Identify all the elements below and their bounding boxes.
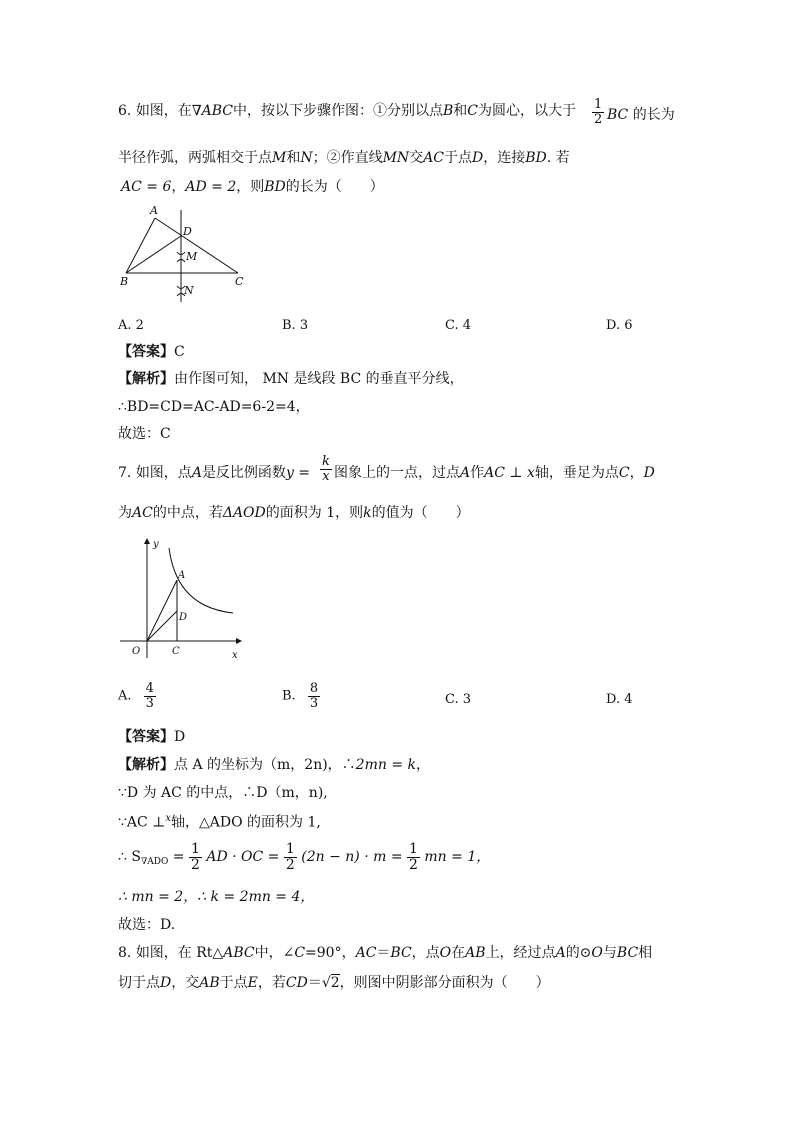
math: C — [618, 465, 630, 481]
numerator: 1 — [190, 841, 200, 857]
text: 的长为（ ） — [285, 179, 384, 195]
text: 与 — [602, 945, 617, 961]
denominator: 2 — [285, 856, 295, 873]
q6-choice-a[interactable]: A. 2 — [118, 318, 144, 333]
math: D — [160, 975, 172, 991]
numerator: k — [322, 454, 330, 469]
numerator: 8 — [309, 681, 319, 696]
denominator: 2 — [594, 111, 603, 127]
math: AC — [355, 945, 377, 961]
q7-analysis-2: ∵D 为 AC 的中点，∴D（m，n), — [118, 785, 328, 801]
text: 如图，在 — [135, 103, 192, 119]
math: ∇ABC — [191, 103, 233, 119]
text: 轴，△ADO 的面积为 1, — [171, 814, 321, 831]
text: 的长为 — [632, 107, 675, 123]
text: ， — [629, 465, 644, 481]
math: ΔAOD — [222, 505, 266, 521]
text: 切于点 — [118, 975, 160, 991]
math: AD · OC = — [206, 849, 280, 866]
q8-line1 — [118, 946, 652, 960]
text: 的值为（ ） — [371, 505, 470, 521]
choice-label: B. — [282, 688, 296, 704]
q6-analysis-3: 故选：C — [118, 426, 171, 442]
q7-choice-d[interactable]: D. 4 — [606, 692, 633, 707]
label-y: y — [153, 539, 159, 550]
math: D — [472, 150, 484, 166]
q7-line2 — [118, 506, 470, 520]
math: x — [165, 813, 171, 824]
segment-bd — [126, 236, 181, 273]
q7-k-over-x — [320, 455, 332, 483]
q6-line1 — [118, 104, 576, 118]
label-n: N — [184, 284, 194, 297]
text: 在 — [451, 945, 466, 961]
text: = — [172, 849, 185, 866]
label-x: x — [232, 650, 238, 661]
text: 上，经过点 — [485, 945, 556, 961]
text: 半径作弧，两弧相交于点 — [118, 150, 272, 166]
text: 点 A 的坐标为（m，2n)，∴ — [174, 757, 356, 773]
text: ，交 — [171, 975, 200, 991]
fraction-half — [284, 842, 297, 872]
math: AC ⊥ x — [484, 465, 535, 481]
math: ABC — [223, 945, 255, 961]
math: mn = 1， — [424, 849, 491, 866]
text: 的⊙ — [565, 945, 592, 961]
label-m: M — [186, 250, 198, 263]
q7-analysis-5: ∴ mn = 2，∴ k = 2mn = 4， — [118, 889, 315, 905]
math: CD — [285, 975, 308, 991]
math: A — [555, 945, 566, 961]
analysis-tag: 【解析】 — [118, 757, 174, 773]
choice-fraction — [144, 682, 156, 710]
numerator: 1 — [409, 841, 418, 857]
math: C — [467, 103, 478, 119]
math: A — [191, 465, 202, 481]
math: MN — [382, 150, 410, 166]
label-c: C — [172, 646, 180, 657]
math: BC — [616, 945, 639, 961]
math: N — [300, 150, 313, 166]
math: D — [643, 465, 655, 481]
text: ；②作直线 — [312, 150, 383, 166]
text: 中，按以下步骤作图：①分别以点 — [232, 103, 443, 119]
choice-label: A. — [118, 688, 132, 704]
math: BD — [264, 179, 286, 195]
q7-line1 — [118, 466, 310, 480]
fraction-half — [189, 842, 202, 872]
q6-half-fraction — [592, 98, 604, 126]
q8-line2 — [118, 976, 550, 990]
text: 如图，在 Rt△ — [135, 945, 224, 961]
math: AC — [423, 150, 445, 166]
label-a: A — [150, 204, 158, 217]
denominator: 2 — [190, 856, 200, 873]
math: AB — [465, 945, 486, 961]
numerator: 4 — [145, 681, 154, 696]
math: C — [294, 945, 306, 961]
text: 作 — [470, 465, 485, 481]
text: 为 — [118, 505, 132, 521]
math: k — [363, 505, 372, 521]
label-c: C — [235, 275, 244, 288]
label-b: B — [120, 275, 129, 288]
text: 是反比例函数 — [201, 465, 286, 481]
text: ＝ — [376, 945, 391, 961]
q6-choice-c[interactable]: C. 4 — [445, 318, 472, 333]
text: ， — [416, 757, 430, 773]
numerator: 1 — [285, 841, 295, 857]
q6-analysis-2: ∴BD=CD=AC-AD=6-2=4， — [118, 399, 310, 415]
math: AB — [199, 975, 220, 991]
math: BC — [390, 945, 412, 961]
segment-ab — [126, 218, 155, 273]
math: BD — [525, 150, 547, 166]
answer-tag: 【答案】 — [118, 729, 174, 745]
text: ， — [171, 179, 186, 195]
math: 2mn = k — [355, 757, 416, 773]
math: O — [439, 945, 452, 961]
q6-line2 — [118, 151, 570, 165]
text: 中，∠ — [254, 945, 295, 961]
text: 如图，点 — [135, 465, 192, 481]
text: 轴，垂足为点 — [534, 465, 619, 481]
text: ＝ — [307, 975, 322, 991]
q6-line3 — [121, 180, 384, 194]
q6-choice-b[interactable]: B. 3 — [282, 318, 309, 333]
text: 于点 — [444, 150, 473, 166]
math: E — [247, 975, 258, 991]
text: 图象上的一点，过点 — [334, 465, 460, 481]
denominator: 3 — [145, 695, 154, 711]
label-o: O — [132, 646, 141, 657]
text: ，若 — [257, 975, 286, 991]
text: 交 — [409, 150, 424, 166]
sqrt-radicand: 2 — [330, 975, 340, 991]
analysis-tag: 【解析】 — [118, 371, 174, 387]
text: . 若 — [546, 150, 570, 166]
q7-choice-b[interactable] — [282, 682, 320, 710]
text: ∵AC ⊥ — [118, 814, 166, 831]
q6-answer — [118, 345, 185, 359]
q7-choice-c[interactable]: C. 3 — [445, 692, 472, 707]
fraction-half — [407, 842, 420, 872]
text: 相 — [638, 945, 653, 961]
math: AC = 6 — [121, 179, 172, 195]
q7-analysis-1 — [118, 758, 430, 772]
math: AC — [132, 505, 153, 521]
question-number: 6. — [118, 103, 132, 119]
math: BC — [607, 107, 629, 123]
answer-tag: 【答案】 — [118, 344, 174, 360]
text: 由作图可知， MN 是线段 BC 的垂直平分线， — [174, 371, 464, 387]
math: AD = 2 — [185, 179, 237, 195]
text: 的面积为 1，则 — [265, 505, 364, 521]
q7-hyperbola-figure — [115, 533, 250, 663]
answer-value: D — [174, 729, 186, 745]
text: =90°， — [305, 945, 356, 961]
q7-choice-a[interactable] — [118, 682, 156, 710]
q7-analysis-6: 故选：D. — [118, 917, 176, 933]
q7-analysis-3 — [118, 814, 321, 830]
math: B — [442, 103, 454, 119]
text: 于点 — [219, 975, 248, 991]
q7-answer — [118, 730, 185, 744]
math: y = — [285, 465, 311, 481]
text: ，则 — [236, 179, 265, 195]
question-number: 7. — [118, 465, 132, 481]
text: 为圆心，以大于 — [477, 103, 576, 119]
text: ，连接 — [483, 150, 526, 166]
q6-choice-d[interactable]: D. 6 — [606, 318, 633, 333]
sqrt-symbol: √ — [321, 975, 331, 991]
text: 的中点，若 — [152, 505, 223, 521]
denominator: 2 — [409, 856, 418, 873]
numerator: 1 — [594, 97, 603, 112]
q7-line1-end — [334, 466, 655, 480]
text: ∴ S — [118, 849, 141, 866]
q6-analysis-1 — [118, 372, 464, 386]
segment-oa — [147, 580, 177, 641]
text: ，则图中阴影部分面积为（ ） — [339, 975, 550, 991]
text: 和 — [286, 150, 301, 166]
denominator: x — [322, 468, 330, 484]
q7-analysis-4 — [118, 842, 490, 872]
choice-fraction — [308, 682, 320, 710]
label-d: D — [183, 225, 192, 238]
text: 和 — [453, 103, 468, 119]
q6-triangle-figure — [110, 200, 250, 305]
question-number: 8. — [118, 945, 132, 961]
subscript: ∇ADO — [140, 857, 169, 868]
q6-line1-end — [607, 108, 675, 122]
text: ，点 — [411, 945, 440, 961]
math: O — [591, 945, 603, 961]
denominator: 3 — [309, 695, 319, 711]
label-a: A — [178, 570, 186, 581]
math: A — [460, 465, 471, 481]
segment-od — [147, 611, 177, 641]
answer-value: C — [174, 344, 185, 360]
math: (2n − n) · m = — [301, 849, 403, 866]
label-d: D — [179, 612, 188, 623]
math: M — [272, 150, 287, 166]
